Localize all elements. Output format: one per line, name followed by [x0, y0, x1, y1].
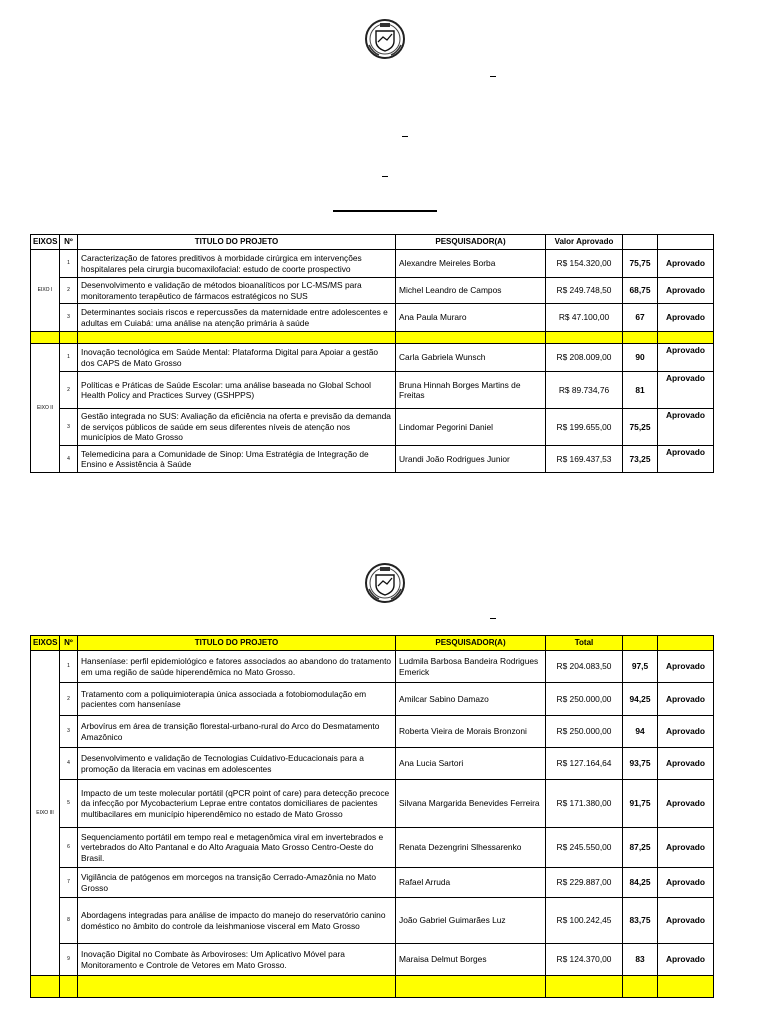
- heading-underline: [333, 210, 437, 212]
- header-num: Nº: [60, 636, 78, 651]
- approved-value: R$ 249.748,50: [546, 278, 623, 304]
- researcher-name: Lindomar Pegorini Daniel: [396, 409, 546, 446]
- table-row: [31, 716, 714, 748]
- project-title: Desenvolvimento e validação de métodos bioanalíticos por LC-MS/MS para monitoramento terapêutico de fármacos estratégicos no SUS: [78, 278, 396, 304]
- score: 94,25: [623, 683, 658, 716]
- project-title: Gestão integrada no SUS: Avaliação da eficiência na oferta e previsão da demanda de serviços públicos de saúde em seus diferentes níveis de atenção nos municípios de Mato Grosso: [78, 409, 396, 446]
- row-number: 2: [60, 372, 78, 409]
- researcher-name: Michel Leandro de Campos: [396, 278, 546, 304]
- row-number: 3: [60, 716, 78, 748]
- score: 81: [623, 372, 658, 409]
- row-number: 3: [60, 409, 78, 446]
- project-title: Telemedicina para a Comunidade de Sinop: Uma Estratégia de Integração de Ensino e Assistência à Saúde: [78, 446, 396, 473]
- researcher-name: Bruna Hinnah Borges Martins de Freitas: [396, 372, 546, 409]
- header-nota: [623, 636, 658, 651]
- header-status: [658, 636, 714, 651]
- score: 87,25: [623, 828, 658, 868]
- score: 75,25: [623, 409, 658, 446]
- score: 93,75: [623, 748, 658, 780]
- table-row: [31, 828, 714, 868]
- status: Aprovado: [658, 250, 714, 278]
- header-titulo: TITULO DO PROJETO: [78, 235, 396, 250]
- researcher-name: Maraisa Delmut Borges: [396, 944, 546, 976]
- status: Aprovado: [658, 828, 714, 868]
- table-row: [31, 868, 714, 898]
- approved-value: R$ 47.100,00: [546, 304, 623, 332]
- row-number: 7: [60, 868, 78, 898]
- header-total: Total: [546, 636, 623, 651]
- project-title: Impacto de um teste molecular portátil (qPCR point of care) para detecção precoce da infecção por Mycobacterium Leprae entre contatos domiciliares de pacientes multibacilares em município hiperendêmico no estado de Mato Grosso: [78, 780, 396, 828]
- status: Aprovado: [658, 683, 714, 716]
- row-number: 2: [60, 683, 78, 716]
- status: Aprovado: [658, 748, 714, 780]
- approved-value: R$ 169.437,53: [546, 446, 623, 473]
- table-row: [31, 898, 714, 944]
- table-row: [31, 651, 714, 683]
- row-number: 1: [60, 651, 78, 683]
- table-row: [31, 944, 714, 976]
- table-row: [31, 780, 714, 828]
- row-number: 1: [60, 344, 78, 372]
- project-title: Políticas e Práticas de Saúde Escolar: uma análise baseada no Global School Health Policy and Practices Survey (GSHPPS): [78, 372, 396, 409]
- header-status: [658, 235, 714, 250]
- status: Aprovado: [658, 944, 714, 976]
- header-titulo: TITULO DO PROJETO: [78, 636, 396, 651]
- table-row: [31, 446, 714, 473]
- project-title: Inovação tecnológica em Saúde Mental: Plataforma Digital para Apoiar a gestão dos CAPS de Mato Grosso: [78, 344, 396, 372]
- status: Aprovado: [658, 372, 714, 409]
- status: Aprovado: [658, 780, 714, 828]
- status: Aprovado: [658, 344, 714, 372]
- score: 83,75: [623, 898, 658, 944]
- row-number: 2: [60, 278, 78, 304]
- total-value: R$ 124.370,00: [546, 944, 623, 976]
- eixo-group-label: EIXO II: [31, 344, 60, 473]
- status: Aprovado: [658, 898, 714, 944]
- header-num: Nº: [60, 235, 78, 250]
- status: Aprovado: [658, 868, 714, 898]
- row-number: 9: [60, 944, 78, 976]
- status: Aprovado: [658, 651, 714, 683]
- total-value: R$ 204.083,50: [546, 651, 623, 683]
- project-title: Sequenciamento portátil em tempo real e metagenômica viral em invertebrados e vertebrados do Alto Pantanal e do Alto Araguaia Mato Grosso Centro-Oeste do Brasil.: [78, 828, 396, 868]
- redacted-mark: [402, 136, 408, 137]
- header-eixos: EIXOS: [31, 235, 60, 250]
- row-number: 4: [60, 748, 78, 780]
- researcher-name: Roberta Vieira de Morais Bronzoni: [396, 716, 546, 748]
- approved-value: R$ 154.320,00: [546, 250, 623, 278]
- table-row: [31, 304, 714, 332]
- header-pesquisador: PESQUISADOR(A): [396, 235, 546, 250]
- state-seal-icon: [364, 18, 406, 60]
- table-row: [31, 683, 714, 716]
- status: Aprovado: [658, 446, 714, 473]
- score: 68,75: [623, 278, 658, 304]
- row-number: 6: [60, 828, 78, 868]
- eixo-group-label: EIXO I: [31, 250, 60, 332]
- table-row: [31, 344, 714, 372]
- total-value: R$ 250.000,00: [546, 683, 623, 716]
- score: 97,5: [623, 651, 658, 683]
- researcher-name: Rafael Arruda: [396, 868, 546, 898]
- score: 91,75: [623, 780, 658, 828]
- approved-value: R$ 199.655,00: [546, 409, 623, 446]
- table-row: [31, 278, 714, 304]
- header-eixos: EIXOS: [31, 636, 60, 651]
- total-value: R$ 250.000,00: [546, 716, 623, 748]
- row-number: 8: [60, 898, 78, 944]
- score: 73,25: [623, 446, 658, 473]
- researcher-name: Carla Gabriela Wunsch: [396, 344, 546, 372]
- score: 83: [623, 944, 658, 976]
- researcher-name: Urandi João Rodrigues Junior: [396, 446, 546, 473]
- researcher-name: João Gabriel Guimarães Luz: [396, 898, 546, 944]
- projects-table-2: [30, 635, 714, 998]
- approved-value: R$ 208.009,00: [546, 344, 623, 372]
- project-title: Vigilância de patógenos em morcegos na transição Cerrado-Amazônia no Mato Grosso: [78, 868, 396, 898]
- separator-row: [31, 976, 714, 998]
- total-value: R$ 171.380,00: [546, 780, 623, 828]
- table-row: [31, 409, 714, 446]
- project-title: Tratamento com a poliquimioterapia única associada a fotobiomodulação em pacientes com hanseníase: [78, 683, 396, 716]
- header-pesquisador: PESQUISADOR(A): [396, 636, 546, 651]
- researcher-name: Amilcar Sabino Damazo: [396, 683, 546, 716]
- total-value: R$ 245.550,00: [546, 828, 623, 868]
- row-number: 5: [60, 780, 78, 828]
- total-value: R$ 229.887,00: [546, 868, 623, 898]
- projects-table-1: [30, 234, 714, 473]
- header-valor: Valor Aprovado: [546, 235, 623, 250]
- researcher-name: Ludmila Barbosa Bandeira Rodrigues Emerick: [396, 651, 546, 683]
- project-title: Caracterização de fatores preditivos à morbidade cirúrgica em intervenções hospitalares pela cirurgia bucomaxilofacial: estudo de coorte prospectivo: [78, 250, 396, 278]
- table-row: [31, 250, 714, 278]
- score: 67: [623, 304, 658, 332]
- researcher-name: Ana Paula Muraro: [396, 304, 546, 332]
- score: 84,25: [623, 868, 658, 898]
- row-number: 3: [60, 304, 78, 332]
- project-title: Abordagens integradas para análise de impacto do manejo do reservatório canino doméstico no âmbito do controle da leishmaniose visceral em Mato Grosso: [78, 898, 396, 944]
- approved-value: R$ 89.734,76: [546, 372, 623, 409]
- table-row: [31, 748, 714, 780]
- project-title: Arbovírus em área de transição florestal-urbano-rural do Arco do Desmatamento Amazônico: [78, 716, 396, 748]
- project-title: Hanseníase: perfil epidemiológico e fatores associados ao abandono do tratamento em uma região de saúde hiperendêmica no Mato Grosso.: [78, 651, 396, 683]
- project-title: Inovação Digital no Combate às Arboviroses: Um Aplicativo Móvel para Monitoramento e Controle de Vetores em Mato Grosso.: [78, 944, 396, 976]
- score: 90: [623, 344, 658, 372]
- state-seal-icon: [364, 562, 406, 604]
- row-number: 1: [60, 250, 78, 278]
- separator-row: [31, 332, 714, 344]
- redacted-mark: [490, 76, 496, 77]
- project-title: Desenvolvimento e validação de Tecnologias Cuidativo-Educacionais para a promoção da literacia em vacinas em adolescentes: [78, 748, 396, 780]
- project-title: Determinantes sociais riscos e repercussões da maternidade entre adolescentes e adultas em Cuiabá: uma análise na atenção primária à saúde: [78, 304, 396, 332]
- researcher-name: Ana Lucia Sartori: [396, 748, 546, 780]
- status: Aprovado: [658, 278, 714, 304]
- researcher-name: Renata Dezengrini Slhessarenko: [396, 828, 546, 868]
- total-value: R$ 127.164,64: [546, 748, 623, 780]
- table-row: [31, 372, 714, 409]
- researcher-name: Silvana Margarida Benevides Ferreira: [396, 780, 546, 828]
- score: 94: [623, 716, 658, 748]
- status: Aprovado: [658, 304, 714, 332]
- header-nota: [623, 235, 658, 250]
- redacted-mark: [382, 176, 388, 177]
- status: Aprovado: [658, 716, 714, 748]
- status: Aprovado: [658, 409, 714, 446]
- total-value: R$ 100.242,45: [546, 898, 623, 944]
- redacted-mark: [490, 618, 496, 619]
- score: 75,75: [623, 250, 658, 278]
- eixo-group-label: EIXO III: [31, 651, 60, 976]
- researcher-name: Alexandre Meireles Borba: [396, 250, 546, 278]
- row-number: 4: [60, 446, 78, 473]
